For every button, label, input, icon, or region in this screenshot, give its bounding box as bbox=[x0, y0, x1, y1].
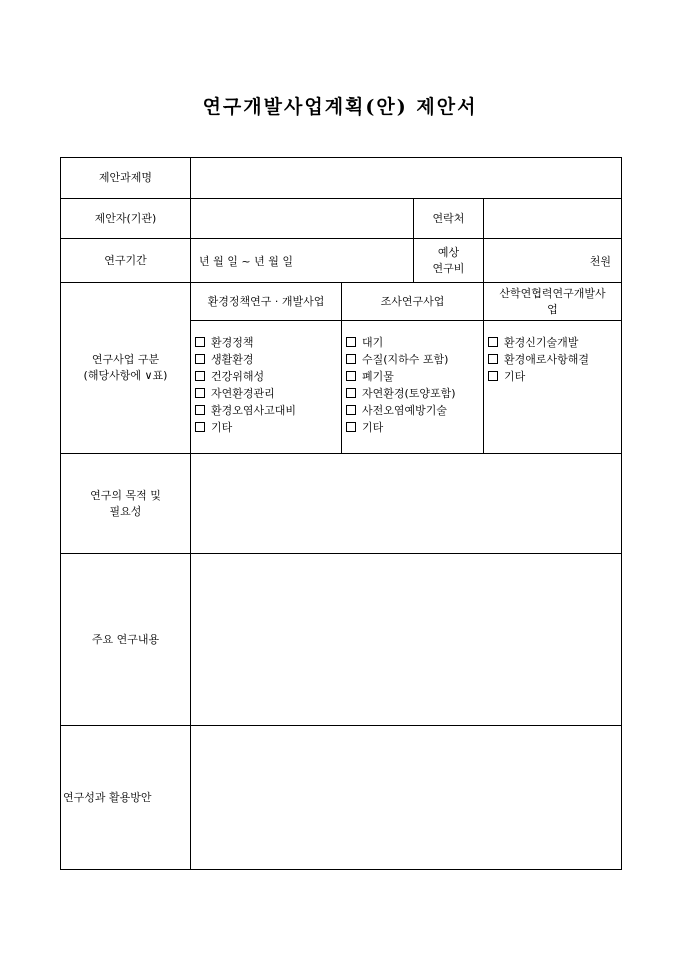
option-label: 대기 bbox=[362, 336, 384, 349]
checkbox-icon[interactable] bbox=[488, 354, 498, 364]
checkbox-icon[interactable] bbox=[346, 337, 356, 347]
category-options-cooperation bbox=[484, 321, 622, 454]
category-header-cooperation-line2: 업 bbox=[547, 302, 558, 316]
category-label-line1: 연구사업 구분 bbox=[91, 353, 160, 366]
row-project-name bbox=[61, 158, 622, 199]
category-header-cooperation-line1: 산학연협력연구개발사 bbox=[499, 286, 606, 300]
checkbox-icon[interactable] bbox=[195, 422, 205, 432]
option-label: 자연환경관리 bbox=[211, 387, 275, 400]
checkbox-icon[interactable] bbox=[195, 371, 205, 381]
option-label: 기타 bbox=[504, 370, 526, 383]
category-header-policy: 환경정책연구 · 개발사업 bbox=[191, 283, 342, 321]
checkbox-icon[interactable] bbox=[346, 422, 356, 432]
category-header-survey: 조사연구사업 bbox=[342, 283, 484, 321]
option-item[interactable] bbox=[488, 351, 621, 368]
option-item[interactable] bbox=[346, 368, 483, 385]
option-item[interactable] bbox=[346, 334, 483, 351]
option-item[interactable] bbox=[346, 385, 483, 402]
option-item[interactable] bbox=[195, 385, 341, 402]
document-title: 연구개발사업계획(안) 제안서 bbox=[202, 96, 478, 118]
option-label: 수질(지하수 포함) bbox=[362, 353, 449, 366]
option-label: 기타 bbox=[362, 421, 384, 434]
outcome-field[interactable] bbox=[191, 726, 622, 870]
budget-label-line2: 연구비 bbox=[432, 261, 465, 275]
row-outcome bbox=[61, 726, 622, 870]
option-item[interactable] bbox=[346, 351, 483, 368]
checkbox-icon[interactable] bbox=[195, 388, 205, 398]
checkbox-icon[interactable] bbox=[346, 354, 356, 364]
outcome-label: 연구성과 활용방안 bbox=[61, 726, 191, 870]
budget-label bbox=[414, 239, 484, 283]
purpose-label-line1: 연구의 목적 및 bbox=[90, 488, 161, 502]
option-label: 환경신기술개발 bbox=[504, 336, 579, 349]
option-label: 자연환경(토양포함) bbox=[362, 387, 456, 400]
content-label: 주요 연구내용 bbox=[61, 554, 191, 726]
option-item[interactable] bbox=[488, 368, 621, 385]
checkbox-icon[interactable] bbox=[195, 405, 205, 415]
option-item[interactable] bbox=[195, 368, 341, 385]
row-proposer bbox=[61, 199, 622, 239]
period-label: 연구기간 bbox=[61, 239, 191, 283]
option-label: 환경오염사고대비 bbox=[211, 404, 297, 417]
row-period bbox=[61, 239, 622, 283]
option-label: 생활환경 bbox=[211, 353, 254, 366]
purpose-label bbox=[61, 454, 191, 554]
option-label: 기타 bbox=[211, 421, 233, 434]
option-item[interactable] bbox=[195, 402, 341, 419]
category-options-survey bbox=[342, 321, 484, 454]
row-purpose bbox=[61, 454, 622, 554]
option-item[interactable] bbox=[488, 334, 621, 351]
content-field[interactable] bbox=[191, 554, 622, 726]
checkbox-icon[interactable] bbox=[346, 388, 356, 398]
option-item[interactable] bbox=[195, 351, 341, 368]
purpose-field[interactable] bbox=[191, 454, 622, 554]
budget-label-line1: 예상 bbox=[437, 245, 460, 259]
purpose-label-line2: 필요성 bbox=[109, 504, 142, 518]
option-label: 환경정책 bbox=[211, 336, 254, 349]
proposal-form-table bbox=[60, 157, 622, 870]
contact-label: 연락처 bbox=[414, 199, 484, 239]
option-label: 사전오염예방기술 bbox=[362, 404, 448, 417]
option-label: 환경애로사항해결 bbox=[504, 353, 590, 366]
checkbox-icon[interactable] bbox=[195, 337, 205, 347]
checkbox-icon[interactable] bbox=[346, 371, 356, 381]
project-name-field[interactable] bbox=[191, 158, 622, 199]
period-field[interactable]: 년 월 일 ~ 년 월 일 bbox=[191, 239, 414, 283]
budget-field[interactable]: 천원 bbox=[484, 239, 622, 283]
category-label bbox=[61, 283, 191, 454]
checkbox-icon[interactable] bbox=[488, 337, 498, 347]
category-options-policy bbox=[191, 321, 342, 454]
option-label: 건강위해성 bbox=[211, 370, 265, 383]
contact-field[interactable] bbox=[484, 199, 622, 239]
proposer-field[interactable] bbox=[191, 199, 414, 239]
checkbox-icon[interactable] bbox=[488, 371, 498, 381]
option-item[interactable] bbox=[346, 402, 483, 419]
category-label-line2: (해당사항에 ∨표) bbox=[83, 369, 168, 382]
row-content bbox=[61, 554, 622, 726]
checkbox-icon[interactable] bbox=[195, 354, 205, 364]
option-item[interactable] bbox=[195, 334, 341, 351]
proposer-label: 제안자(기관) bbox=[61, 199, 191, 239]
option-label: 폐기물 bbox=[362, 370, 394, 383]
row-category-headers bbox=[61, 283, 622, 321]
project-name-label: 제안과제명 bbox=[61, 158, 191, 199]
option-item[interactable] bbox=[346, 419, 483, 436]
checkbox-icon[interactable] bbox=[346, 405, 356, 415]
category-header-cooperation bbox=[484, 283, 622, 321]
option-item[interactable] bbox=[195, 419, 341, 436]
